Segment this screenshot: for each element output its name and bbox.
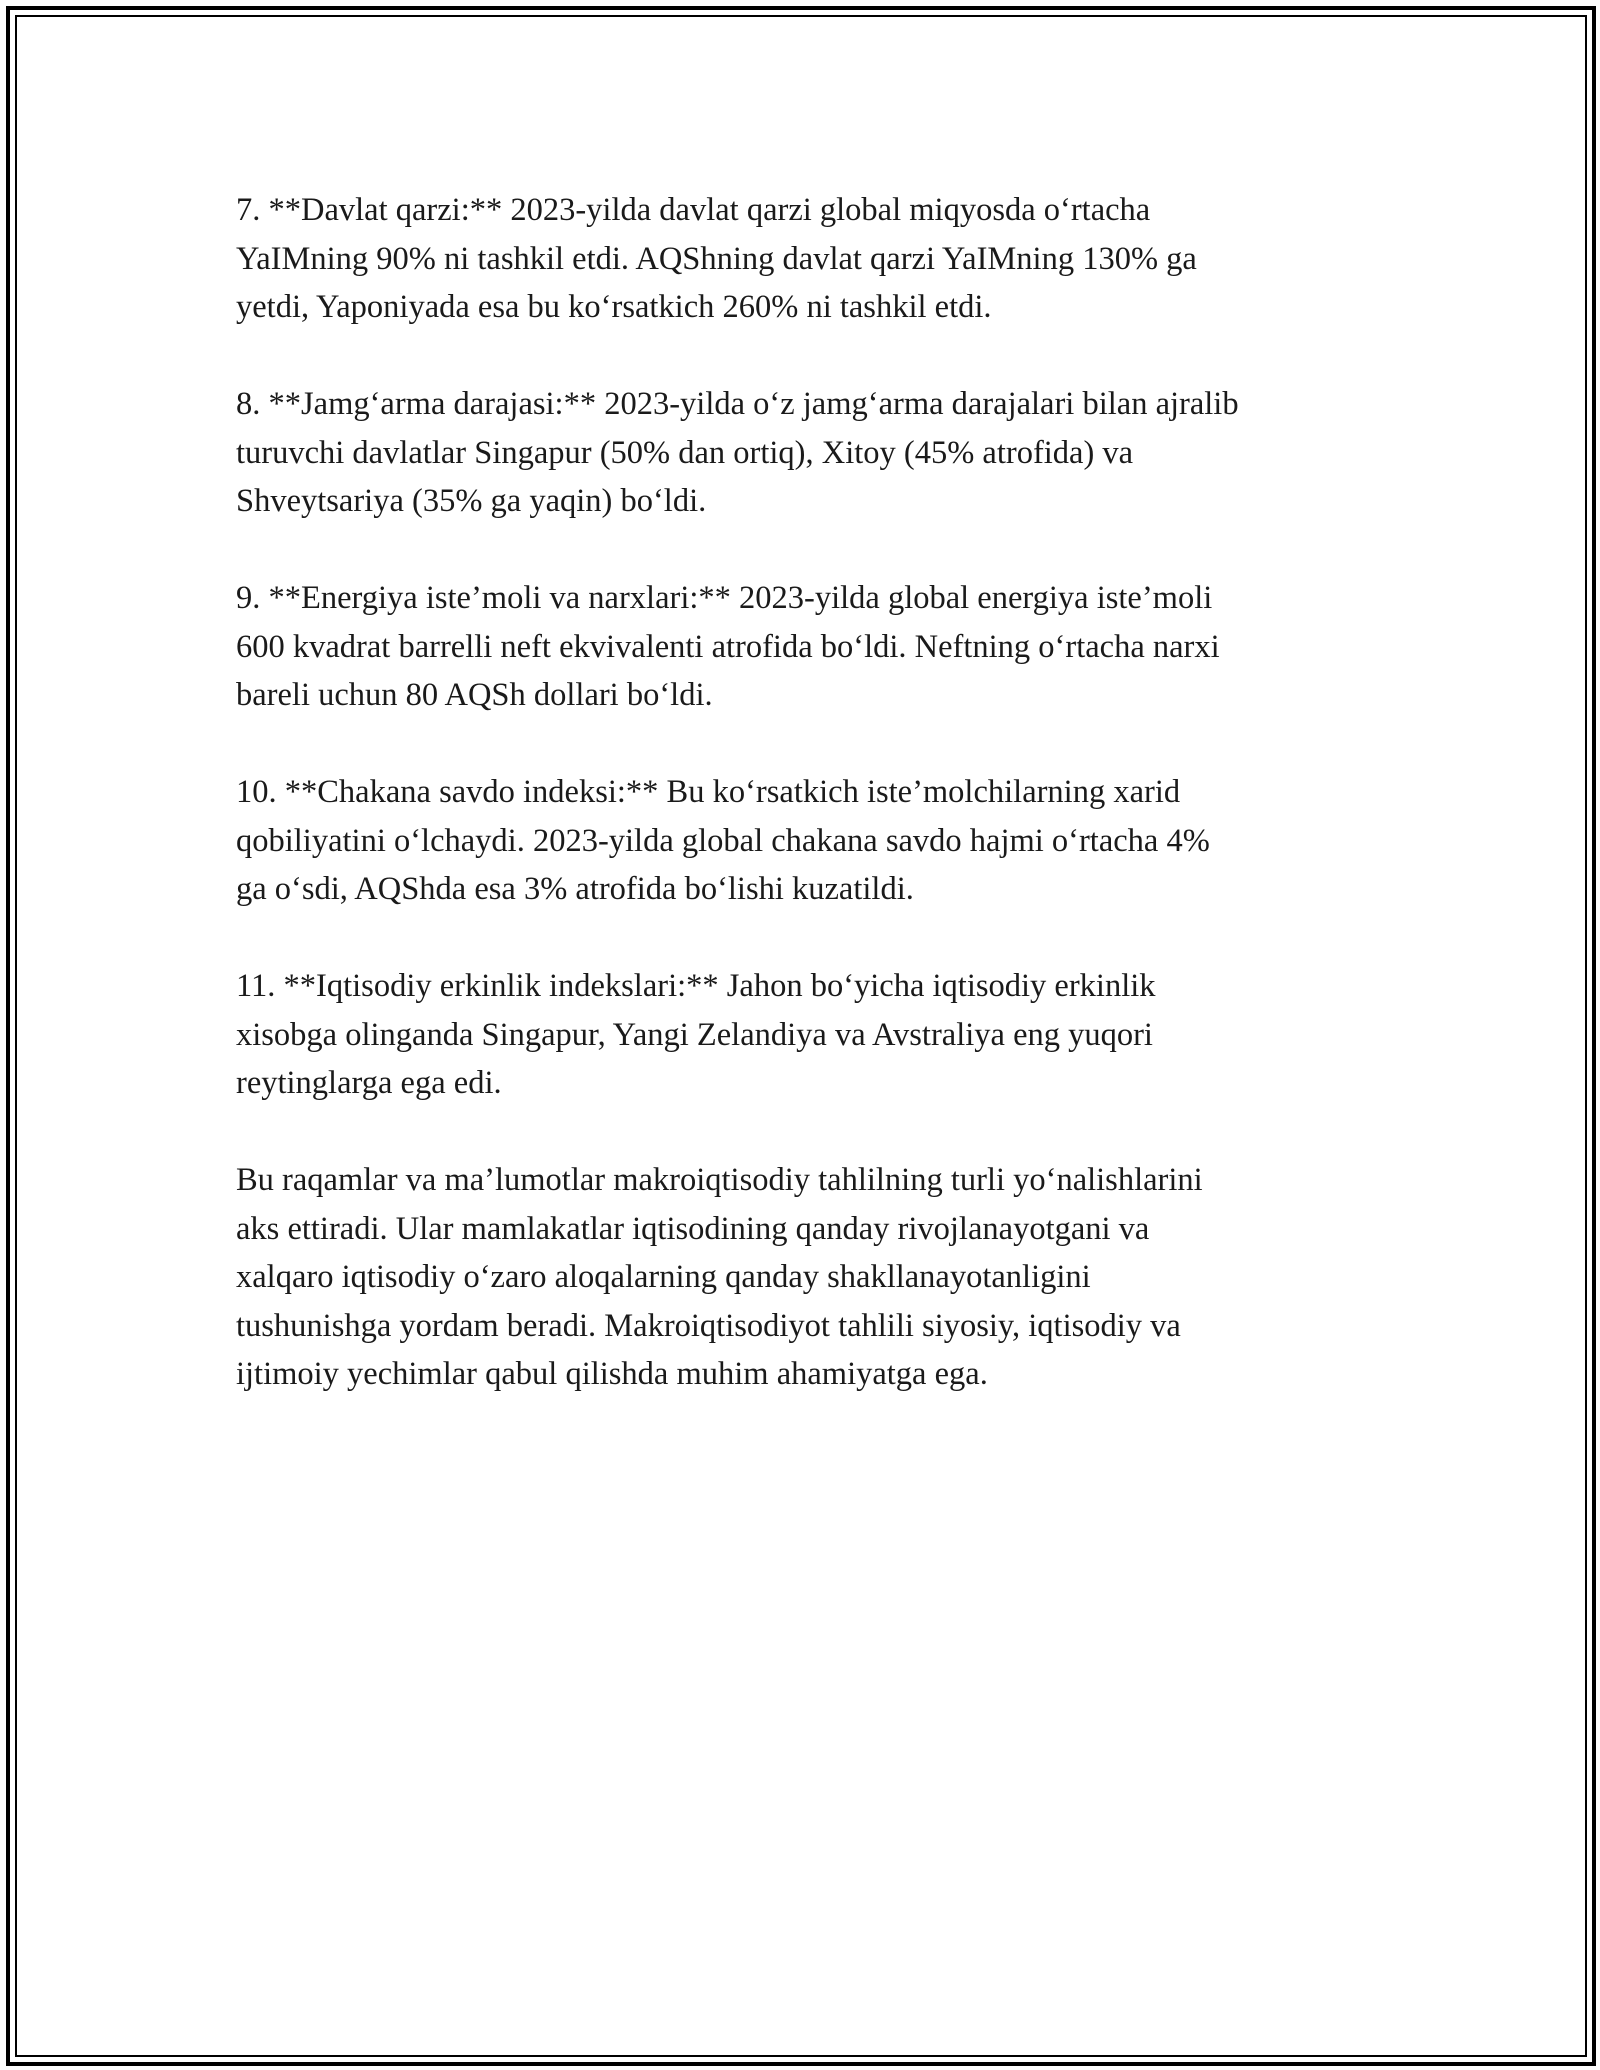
paragraph-chakana-savdo: 10. **Chakana savdo indeksi:** Bu ko‘rsatkich iste’molchilarning xarid qobiliyatini o‘lchaydi. 2023-yilda global chakana savdo hajmi o‘rtacha 4% ga o‘sdi, AQShda esa 3% atrofida bo‘lishi kuzatildi. [236, 774, 1210, 907]
paragraph-iqtisodiy-erkinlik: 11. **Iqtisodiy erkinlik indekslari:** Jahon bo‘yicha iqtisodiy erkinlik xisobga olinganda Singapur, Yangi Zelandiya va Avstraliya eng yuqori reytinglarga ega edi. [236, 968, 1156, 1101]
paragraph-davlat-qarzi: 7. **Davlat qarzi:** 2023-yilda davlat qarzi global miqyosda o‘rtacha YaIMning 90% ni tashkil etdi. AQShning davlat qarzi YaIMning 130% ga yetdi, Yaponiyada esa bu ko‘rsatkich 260% ni tashkil etdi. [236, 192, 1197, 325]
document-body [236, 186, 1386, 1447]
paragraph-jamgarma-darajasi: 8. **Jamg‘arma darajasi:** 2023-yilda o‘z jamg‘arma darajalari bilan ajralib turuvchi davlatlar Singapur (50% dan ortiq), Xitoy (45% atrofida) va Shveytsariya (35% ga yaqin) bo‘ldi. [236, 386, 1239, 519]
paragraph-conclusion: Bu raqamlar va ma’lumotlar makroiqtisodiy tahlilning turli yo‘nalishlarini aks ettiradi. Ular mamlakatlar iqtisodining qanday rivojlanayotgani va xalqaro iqtisodiy o‘zaro aloqalarning qanday shakllanayotanligini tushunishga yordam beradi. Makroiqtisodiyot tahlili siyosiy, iqtisodiy va ijtimoiy yechimlar qabul qilishda muhim ahamiyatga ega. [236, 1162, 1203, 1392]
paragraph-energiya-istemoli: 9. **Energiya iste’moli va narxlari:** 2023-yilda global energiya iste’moli 600 kvadrat barrelli neft ekvivalenti atrofida bo‘ldi. Neftning o‘rtacha narxi bareli uchun 80 AQSh dollari bo‘ldi. [236, 580, 1220, 713]
